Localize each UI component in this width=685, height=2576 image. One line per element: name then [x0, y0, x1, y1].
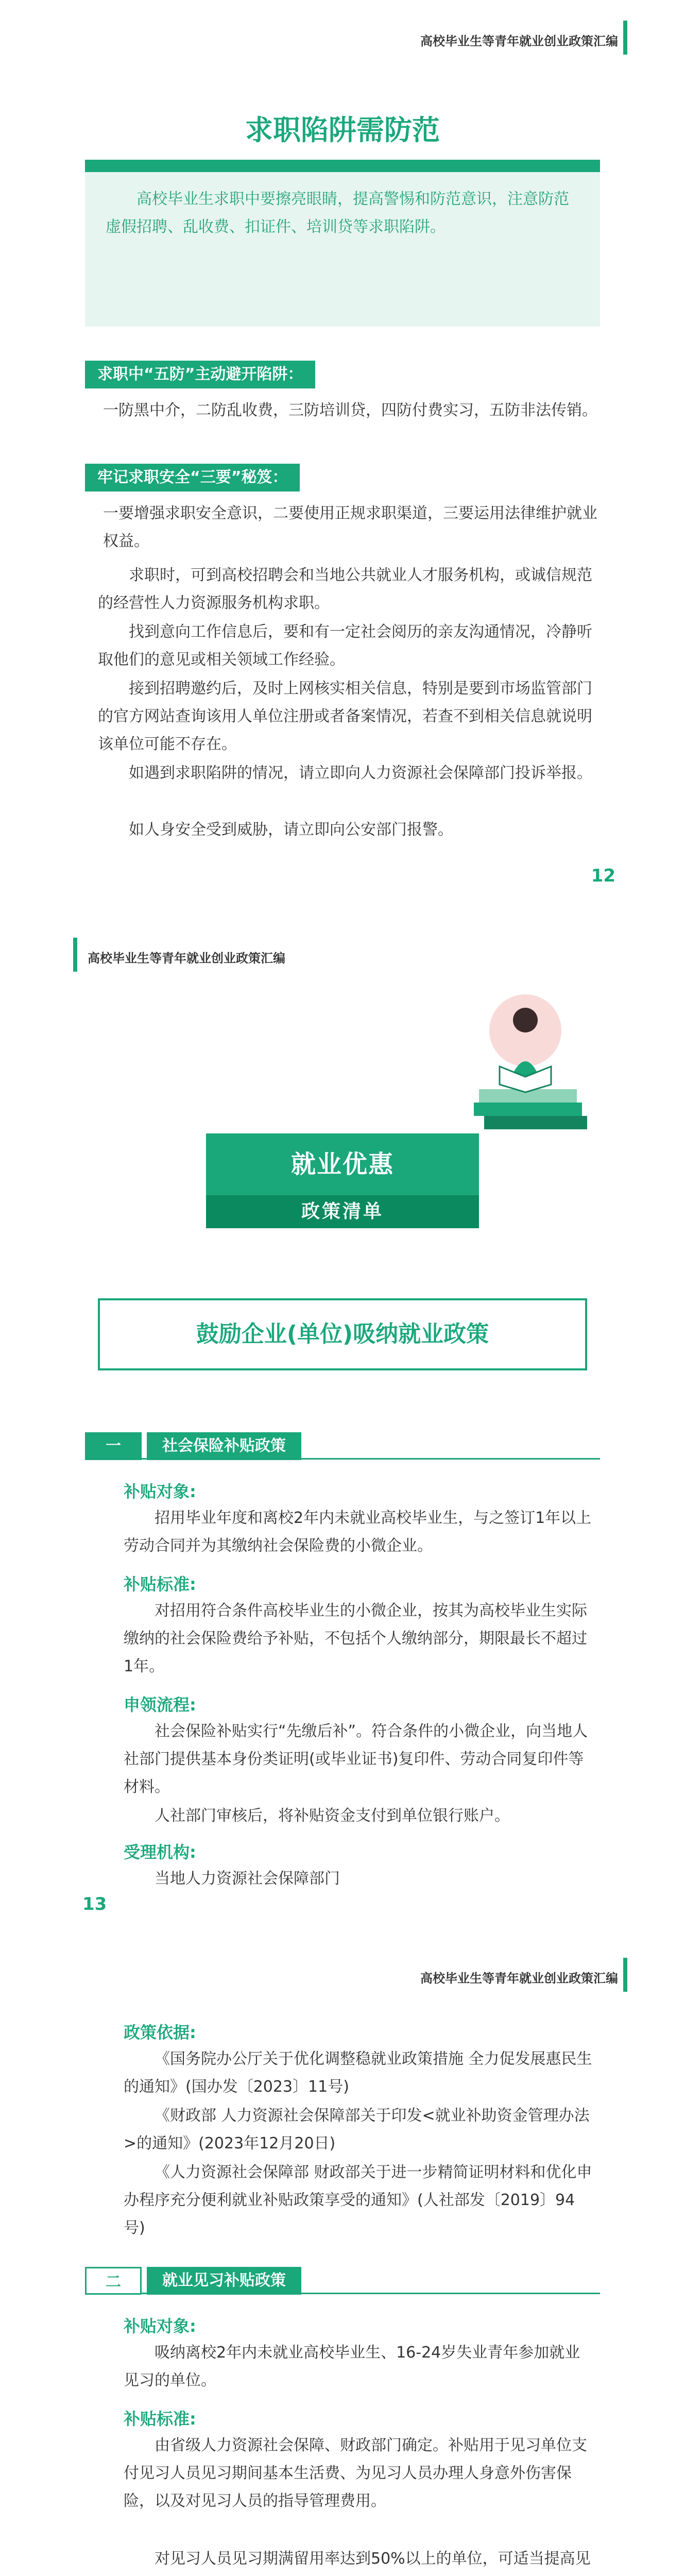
label-policy-basis: 政策依据:: [124, 2023, 196, 2042]
five-guards-text: 一防黑中介，二防乱收费，三防培训贷，四防付费实习，五防非法传销。: [103, 401, 597, 419]
section-number: 二: [85, 2267, 142, 2295]
running-header: 高校毕业生等青年就业创业政策汇编: [420, 34, 618, 48]
subsidy-standard-text: 对招用符合条件高校毕业生的小微企业，按其为高校毕业生实际缴纳的社会保险费给予补贴，不包括个人缴纳部分，期限最长不超过1年。: [124, 1602, 587, 1675]
reading-person-illustration: [448, 989, 603, 1133]
page-number: 13: [82, 1894, 107, 1914]
header-accent-bar: [623, 1958, 627, 1992]
policy-category-box: 鼓励企业(单位)吸纳就业政策: [98, 1298, 587, 1370]
banner-subtitle: 政策清单: [206, 1195, 479, 1228]
page-14: [0, 1937, 685, 2576]
label-subsidy-standard: 补贴标准:: [124, 2409, 196, 2429]
running-header: 高校毕业生等青年就业创业政策汇编: [88, 951, 285, 965]
label-subsidy-target: 补贴对象:: [124, 1482, 196, 1501]
policy-basis-item: 《人力资源社会保障部 财政部关于进一步精简证明材料和优化申办程序充分便利就业补贴政策享受的通知》(人社部发〔2019〕94号): [124, 2163, 592, 2237]
banner-title: 就业优惠: [206, 1133, 479, 1195]
paragraph: 接到招聘邀约后，及时上网核实相关信息，特别是要到市场监管部门的官方网站查询该用人单位注册或者备案情况，若查不到相关信息就说明该单位可能不存在。: [98, 680, 592, 753]
label-subsidy-standard: 补贴标准:: [124, 1574, 196, 1594]
section-heading-2: [85, 2267, 600, 2295]
section-heading-1: [85, 1432, 600, 1460]
three-musts-text: 一要增强求职安全意识，二要使用正规求职渠道，三要运用法律维护就业权益。: [103, 504, 597, 550]
paragraph: 求职时，可到高校招聘会和当地公共就业人才服务机构，或诚信规范的经营性人力资源服务机构求职。: [98, 566, 592, 612]
paragraph: 如遇到求职陷阱的情况，请立即向人力资源社会保障部门投诉举报。: [129, 764, 592, 782]
handling-agency-text: 当地人力资源社会保障部门: [155, 1870, 340, 1888]
running-header: 高校毕业生等青年就业创业政策汇编: [420, 1971, 618, 1986]
paragraph: 如人身安全受到威胁，请立即向公安部门报警。: [129, 821, 453, 839]
policy-basis-item: 《国务院办公厅关于优化调整稳就业政策措施 全力促发展惠民生的通知》(国办发〔2023〕11号): [124, 2050, 592, 2096]
subsidy-target-text: 招用毕业年度和离校2年内未就业高校毕业生，与之签订1年以上劳动合同并为其缴纳社会保险费的小微企业。: [124, 1509, 592, 1555]
label-handling-agency: 受理机构:: [124, 1842, 196, 1862]
subsidy-standard-text-2: 对见习人员见习期满留用率达到50%以上的单位，可适当提高见: [155, 2550, 591, 2568]
label-application-process: 申领流程:: [124, 1695, 196, 1715]
subsidy-target-text: 吸纳离校2年内未就业高校毕业生、16-24岁失业青年参加就业见习的单位。: [124, 2344, 580, 2389]
label-subsidy-target: 补贴对象:: [124, 2316, 196, 2336]
page-12: [0, 0, 685, 907]
header-accent-bar: [73, 938, 77, 972]
subsidy-standard-text: 由省级人力资源社会保障、财政部门确定。补贴用于见习单位支付见习人员见习期间基本生活费、为见习人员办理人身意外伤害保险，以及对见习人员的指导管理费用。: [124, 2436, 587, 2510]
page-title: 求职陷阱需防范: [245, 114, 440, 146]
paragraph: 找到意向工作信息后，要和有一定社会阅历的亲友沟通情况，冷静听取他们的意见或相关领域工作经验。: [98, 623, 592, 669]
policy-basis-item: 《财政部 人力资源社会保障部关于印发<就业补助资金管理办法>的通知》(2023年12月20日): [124, 2107, 590, 2153]
decorative-band: [85, 160, 600, 172]
application-process-text-2: 人社部门审核后，将补贴资金支付到单位银行账户。: [155, 1807, 510, 1825]
header-accent-bar: [623, 21, 627, 55]
label-three-musts: 牢记求职安全“三要”秘笈：: [85, 464, 300, 492]
section-number: 一: [85, 1432, 142, 1460]
page-number: 12: [591, 866, 615, 886]
label-five-guards: 求职中“五防”主动避开陷阱：: [85, 361, 315, 388]
section-name: 就业见习补贴政策: [147, 2267, 301, 2295]
section-name: 社会保险补贴政策: [147, 1432, 301, 1460]
application-process-text: 社会保险补贴实行“先缴后补”。符合条件的小微企业，向当地人社部门提供基本身份类证明(或毕业证书)复印件、劳动合同复印件等材料。: [124, 1722, 588, 1796]
page-13: [0, 917, 685, 1927]
intro-text: 高校毕业生求职中要擦亮眼睛，提高警惕和防范意识，注意防范虚假招聘、乱收费、扣证件、培训贷等求职陷阱。: [106, 190, 569, 236]
